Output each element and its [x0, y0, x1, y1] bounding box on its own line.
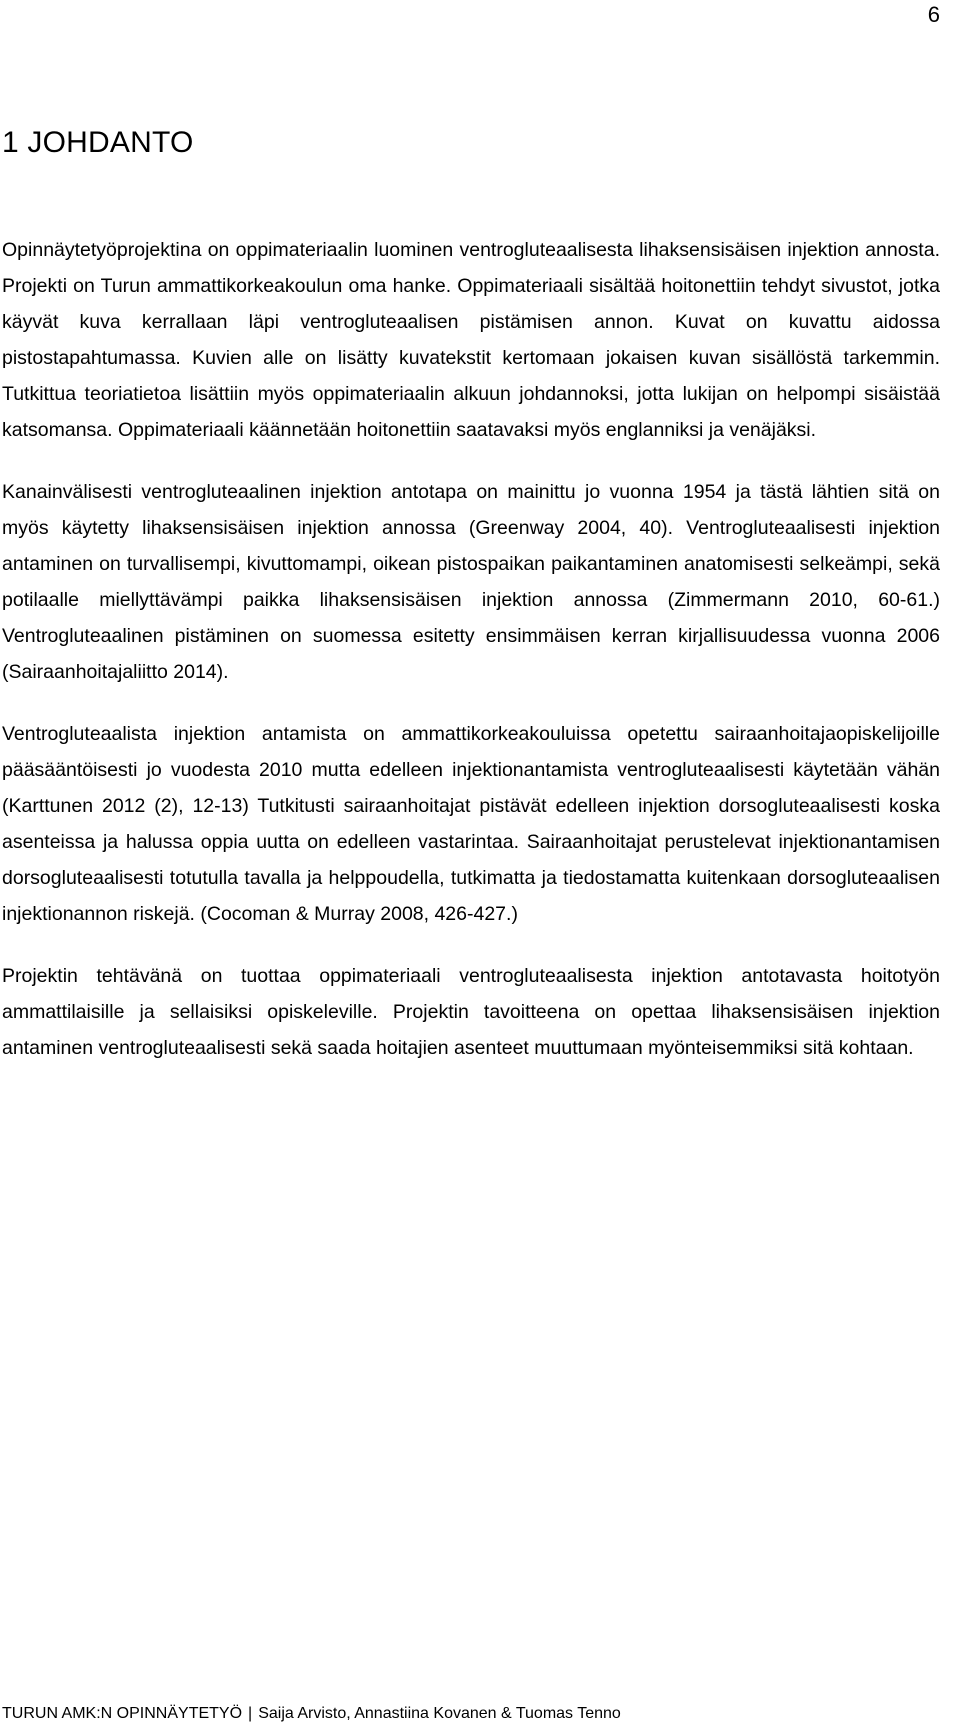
body-text: [2, 232, 940, 1092]
paragraph-education: Ventrogluteaalista injektion antamista on ammattikorkeakouluissa opetettu sairaanhoitajaopiskelijoille pääsääntöisesti jo vuodesta 2010 mutta edelleen injektionantamista ventrogluteaalisesti käytetään vähän (Karttunen 2012 (2), 12-13) Tutkitusti sairaanhoitajat pistävät edelleen injektion dorsogluteaalisesti koska asenteissa ja halussa oppia uutta on edelleen vastarintaa. Sairaanhoitajat perustelevat injektionantamisen dorsogluteaalisesti totutulla tavalla ja helppoudella, tutkimatta ja tiedostamatta kuitenkaan dorsogluteaalisen injektionannon riskejä. (Cocoman & Murray 2008, 426-427.): [2, 723, 940, 925]
paragraph-history: Kanainvälisesti ventrogluteaalinen injektion antotapa on mainittu jo vuonna 1954 ja tästä lähtien sitä on myös käytetty lihaksensisäisen injektion annossa (Greenway 2004, 40). Ventrogluteaalisesti injektion antaminen on turvallisempi, kivuttomampi, oikean pistospaikan paikantaminen anatomisesti selkeämpi, sekä potilaalle miellyttävämpi paikka lihaksensisäisen injektion annossa (Zimmermann 2010, 60-61.) Ventrogluteaalinen pistäminen on suomessa esitetty ensimmäisen kerran kirjallisuudessa vuonna 2006 (Sairaanhoitajaliitto 2014).: [2, 481, 940, 683]
footer-separator: |: [248, 1705, 253, 1722]
page-footer: [2, 1705, 621, 1723]
page-number: 6: [927, 2, 940, 27]
paragraph-intro: Opinnäytetyöprojektina on oppimateriaalin luominen ventrogluteaalisesta lihaksensisäisen injektion annosta. Projekti on Turun ammattikorkeakoulun oma hanke. Oppimateriaali sisältää hoitonettiin tehdyt sivustot, jotka käyvät kuva kerrallaan läpi ventrogluteaalisen pistämisen annon. Kuvat on kuvattu aidossa pistostapahtumassa. Kuvien alle on lisätty kuvatekstit kertomaan jokaisen kuvan sisällöstä tarkemmin. Tutkittua teoriatietoa lisättiin myös oppimateriaalin alkuun johdannoksi, jotta lukijan on helpompi sisäistää katsomansa. Oppimateriaali käännetään hoitonettiin saatavaksi myös englanniksi ja venäjäksi.: [2, 239, 940, 441]
chapter-heading: 1 JOHDANTO: [2, 126, 194, 159]
footer-institution: TURUN AMK:N OPINNÄYTETYÖ: [2, 1705, 243, 1722]
paragraph-objective: Projektin tehtävänä on tuottaa oppimateriaali ventrogluteaalisesta injektion antotavasta hoitotyön ammattilaisille ja sellaisiksi opiskeleville. Projektin tavoitteena on opettaa lihaksensisäisen injektion antaminen ventrogluteaalisesti sekä saada hoitajien asenteet muuttumaan myönteisemmiksi sitä kohtaan.: [2, 965, 940, 1059]
footer-authors: Saija Arvisto, Annastiina Kovanen & Tuomas Tenno: [258, 1705, 621, 1722]
